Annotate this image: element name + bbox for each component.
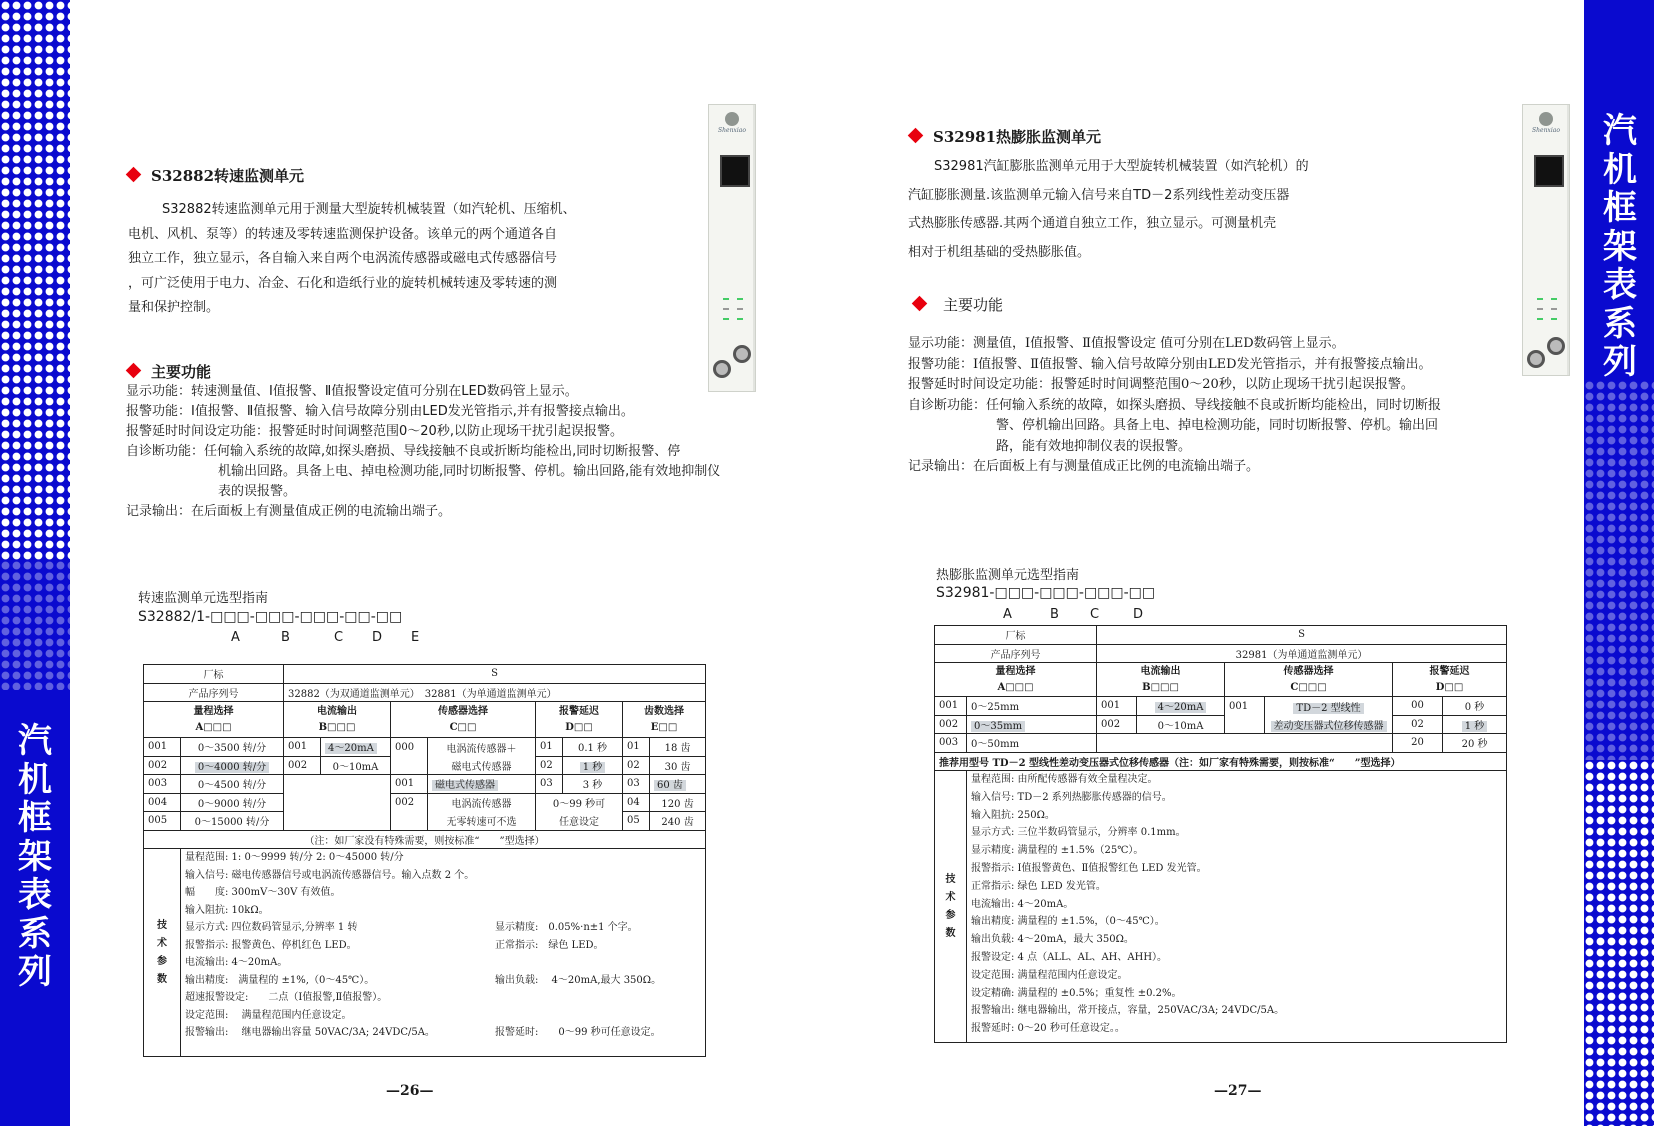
table-row xyxy=(144,793,706,812)
intro-line: 电机、风机、泵等）的转速及零转速监测保护设备。该单元的两个通道各自 xyxy=(128,226,558,242)
functions-heading xyxy=(914,294,1003,315)
table-cell: 000 xyxy=(391,738,428,757)
side-title-left xyxy=(15,722,55,992)
tech-label-char: 数 xyxy=(945,927,956,939)
header-cell xyxy=(391,702,536,738)
functions-heading-text: 主要功能 xyxy=(151,363,212,381)
tech-params xyxy=(181,849,706,1057)
table-cell: 001 xyxy=(1097,697,1137,716)
table-cell xyxy=(1443,715,1507,734)
intro-paragraph xyxy=(908,153,1428,267)
tech-label-cell xyxy=(935,771,967,1043)
param-text: 报警输出: 继电器输出容量 50VAC/3A; 24VDC/5A。 xyxy=(185,1027,435,1038)
status-led xyxy=(1537,318,1543,320)
param-text: 输入信号: 磁电传感器信号或电涡流传感器信号。输入点数 2 个。 xyxy=(185,869,475,881)
intro-line: 式热膨胀传感器.其两个通道自独立工作，独立显示。可测量机壳 xyxy=(908,216,1277,231)
table-cell: 磁电式传感器 xyxy=(428,756,536,775)
param-text: 量程范围: 1: 0～9999 转/分 2: 0～45000 转/分 xyxy=(185,852,404,863)
table-cell: 001 xyxy=(144,738,181,757)
param-text: 正常指示: 绿色 LED 发光管。 xyxy=(971,880,1106,892)
header-code: D□□ xyxy=(565,721,593,733)
status-led xyxy=(1537,298,1543,300)
intro-line: S32882转速监测单元用于测量大型旋转机械装置（如汽轮机、压缩机、 xyxy=(162,202,576,217)
status-led xyxy=(737,298,743,300)
bullet-diamond-icon xyxy=(126,167,142,183)
param-text: 报警指示: 报警黄色、停机红色 LED。 xyxy=(185,939,357,951)
table-cell: 0.1 秒 xyxy=(563,738,623,757)
side-title-char: 架 xyxy=(18,836,52,877)
brand-logo-icon xyxy=(725,112,739,126)
table-cell: 03 xyxy=(623,775,650,794)
status-led xyxy=(1551,308,1557,310)
table-cell xyxy=(428,775,536,794)
param-row xyxy=(185,937,701,955)
tech-label-char: 术 xyxy=(157,937,167,949)
connector-knob-icon xyxy=(733,345,751,363)
param-text: 报警延时: 0～99 秒可任意设定。 xyxy=(495,1027,661,1038)
recommend-note: 推荐用型号 TD－2 型线性差动变压器式位移传感器（注：如厂家有特殊需要，则按标准“ ”型选择） xyxy=(935,752,1507,771)
table-cell: 004 xyxy=(144,793,181,812)
side-title-char: 列 xyxy=(18,952,52,992)
connector-knob-icon xyxy=(713,360,731,378)
param-row xyxy=(185,884,701,902)
header-title: 报警延迟 xyxy=(1429,665,1470,677)
tech-label-char: 技 xyxy=(157,919,167,931)
functions-list xyxy=(908,334,1441,478)
table-note: （注：如厂家没有特殊需要，则按标准“ ”型选择） xyxy=(144,830,706,849)
param-text: 设定范围: 满量程范围内任意设定。 xyxy=(185,1009,352,1021)
module-brand: Shenxiao xyxy=(718,127,746,134)
side-title-right xyxy=(1600,112,1640,382)
table-row xyxy=(144,738,706,757)
brand-label: 厂标 xyxy=(935,626,1097,645)
param-text: 输出精度: 满量程的 ±1%,（0～45℃）。 xyxy=(185,974,375,986)
standard-highlight: 1 秒 xyxy=(1462,721,1488,732)
table-cell xyxy=(1097,734,1393,753)
header-cell xyxy=(536,702,623,738)
param-row xyxy=(185,954,701,972)
side-title-char: 列 xyxy=(1603,342,1637,382)
header-code: B□□□ xyxy=(318,721,356,733)
table-cell: 002 xyxy=(284,756,321,775)
table-cell xyxy=(1225,715,1265,734)
table-cell xyxy=(1265,715,1393,734)
table-cell xyxy=(650,775,706,794)
status-led xyxy=(737,318,743,320)
table-cell: 20 xyxy=(1393,734,1443,753)
guide-code: S32981-□□□-□□□-□□□-□□ xyxy=(936,585,1156,601)
param-row xyxy=(185,902,701,920)
function-line: 显示功能：转速测量值、Ⅰ值报警、Ⅱ值报警设定值可分别在LED数码管上显示。 xyxy=(126,384,578,399)
table-cell: 120 齿 xyxy=(650,793,706,812)
param-text: 输入阻抗: 10kΩ。 xyxy=(185,904,269,916)
param-text: 报警设定: 4 点（ALL、AL、AH、AHH）。 xyxy=(971,951,1168,963)
selection-table-27 xyxy=(934,625,1507,1043)
guide-letter: B xyxy=(281,630,290,645)
function-line: 报警功能：Ⅰ值报警、Ⅱ值报警、输入信号故障分别由LED发光管指示,并有报警接点输出。 xyxy=(126,404,634,419)
right-side-band xyxy=(1584,0,1654,1126)
header-cell xyxy=(623,702,706,738)
table-cell: 电涡流传感器 xyxy=(428,793,536,812)
side-title-char: 机 xyxy=(1603,149,1637,190)
bullet-diamond-icon xyxy=(908,128,924,144)
table-cell: 01 xyxy=(623,738,650,757)
table-cell xyxy=(1265,697,1393,716)
section-title xyxy=(128,165,304,186)
intro-line: 独立工作，独立显示，各自输入来自两个电涡流传感器或磁电式传感器信号 xyxy=(128,251,558,266)
table-cell: 18 齿 xyxy=(650,738,706,757)
function-line: 报警延时时间设定功能：报警延时时间调整范围0～20秒,以防止现场干扰引起误报警。 xyxy=(126,424,623,439)
status-led xyxy=(1551,298,1557,300)
standard-highlight: 4～20mA xyxy=(325,743,377,754)
standard-highlight: 0～35mm xyxy=(971,721,1025,732)
standard-highlight: 1 秒 xyxy=(580,762,606,773)
guide-title: 热膨胀监测单元选型指南 xyxy=(936,568,1080,583)
table-cell xyxy=(1137,697,1225,716)
param-text: 电流输出: 4～20mA。 xyxy=(185,957,288,968)
side-title-char: 机 xyxy=(18,759,52,800)
table-row xyxy=(144,775,706,794)
header-code: A□□□ xyxy=(997,681,1034,693)
header-title: 电流输出 xyxy=(317,705,357,717)
section-title xyxy=(910,126,1101,147)
connector-knob-icon xyxy=(1547,337,1565,355)
guide-letter: E xyxy=(411,630,420,645)
param-row xyxy=(185,849,701,867)
table-cell: 电涡流传感器＋ xyxy=(428,738,536,757)
dot-pattern xyxy=(0,0,70,560)
standard-highlight: 4～20mA xyxy=(1155,702,1207,713)
intro-paragraph xyxy=(128,198,628,321)
function-line: 路，能有效地抑制仪表的误报警。 xyxy=(996,438,1192,454)
guide-letter: D xyxy=(1133,607,1144,622)
connector-knob-icon xyxy=(1527,350,1545,368)
brand-label: 厂标 xyxy=(144,665,284,684)
param-text: 输出负载: 4～20mA,最大 350Ω。 xyxy=(495,974,662,986)
status-led xyxy=(723,298,729,300)
function-line: 报警功能：Ⅰ值报警、Ⅱ值报警、输入信号故障分别由LED发光管指示，并有报警接点输出。 xyxy=(908,356,1432,372)
status-led xyxy=(1537,308,1543,310)
monitor-module-image xyxy=(708,104,756,392)
table-cell xyxy=(181,756,284,775)
header-title: 报警延迟 xyxy=(559,705,599,717)
param-text: 输出负载: 4～20mA，最大 350Ω。 xyxy=(971,934,1134,946)
table-cell: 0～9000 转/分 xyxy=(181,793,284,812)
header-cell xyxy=(1097,663,1225,697)
side-title-char: 架 xyxy=(1603,226,1637,267)
param-text: 量程范围: 由所配传感器有效全量程决定。 xyxy=(971,774,1158,785)
header-code: C□□□ xyxy=(1290,681,1327,693)
series-value: 32882（为双通道监测单元） 32881（为单通道监测单元） xyxy=(284,683,706,702)
standard-highlight: TD－2 型线性 xyxy=(1293,703,1363,714)
table-cell: 0～4500 转/分 xyxy=(181,775,284,794)
standard-highlight: 0～4000 转/分 xyxy=(195,762,269,773)
table-cell: 001 xyxy=(391,775,428,794)
param-row xyxy=(185,867,701,885)
table-cell: 0～3500 转/分 xyxy=(181,738,284,757)
param-text: 报警延时: 0～20 秒可任意设定。。 xyxy=(971,1023,1125,1035)
function-line: 自诊断功能：任何输入系统的故障，如探头磨损、导线接触不良或折断均能检出，同时切断报 xyxy=(908,397,1442,413)
function-line: 机输出回路。具备上电、掉电检测功能,同时切断报警、停机。输出回路,能有效地抑制仪 xyxy=(218,464,721,479)
header-title: 齿数选择 xyxy=(644,705,685,717)
function-line: 自诊断功能：任何输入系统的故障,如探头磨损、导线接触不良或折断均能检出,同时切断报警、停 xyxy=(126,444,681,459)
intro-line: 汽缸膨胀测量.该监测单元输入信号来自TD－2系列线性差动变压器 xyxy=(908,187,1290,203)
dot-pattern-fade xyxy=(1584,380,1654,760)
guide-letter: B xyxy=(1050,607,1059,622)
table-cell: 003 xyxy=(935,734,967,753)
param-text: 设定范围: 满量程范围内任意设定。 xyxy=(971,969,1128,981)
tech-label-char: 数 xyxy=(157,973,167,985)
function-line: 记录输出：在后面板上有与测量值成正比例的电流输出端子。 xyxy=(908,459,1260,474)
param-text: 输入阻抗: 250Ω。 xyxy=(971,809,1055,821)
table-cell: 0～25mm xyxy=(967,697,1097,716)
table-cell: 003 xyxy=(144,775,181,794)
header-title: 传感器选择 xyxy=(438,705,488,717)
bullet-diamond-icon xyxy=(912,296,928,312)
tech-label-char: 术 xyxy=(945,891,956,903)
status-led xyxy=(1551,318,1557,320)
guide-code: S32882/1-□□□-□□□-□□□-□□-□□ xyxy=(138,609,403,625)
guide-letter: C xyxy=(334,630,344,645)
table-cell xyxy=(391,756,428,775)
brand-value: S xyxy=(284,665,706,684)
table-cell: 0～99 秒可 xyxy=(536,793,623,812)
table-cell: 0 秒 xyxy=(1443,697,1507,716)
guide-letter: C xyxy=(1090,607,1100,622)
header-cell xyxy=(1225,663,1393,697)
standard-highlight: 差动变压器式位移传感器 xyxy=(1271,721,1387,732)
left-side-band xyxy=(0,0,70,1126)
side-title-char: 表 xyxy=(18,875,52,915)
header-code: E□□ xyxy=(650,721,678,733)
tech-params xyxy=(967,771,1507,1043)
dot-pattern-fade xyxy=(0,560,70,690)
series-value: 32981（为单通道监测单元） xyxy=(1097,644,1507,663)
status-led xyxy=(737,308,743,310)
tech-label-char: 参 xyxy=(157,955,167,967)
function-line: 记录输出：在后面板上有测量值成正例的电流输出端子。 xyxy=(126,504,452,519)
series-label: 产品序列号 xyxy=(935,644,1097,663)
table-row xyxy=(935,697,1507,716)
side-title-char: 框 xyxy=(18,798,52,838)
table-cell xyxy=(967,715,1097,734)
header-code: A□□□ xyxy=(195,721,232,733)
header-code: C□□ xyxy=(449,721,477,733)
table-cell xyxy=(321,738,391,757)
table-cell: 001 xyxy=(284,738,321,757)
param-text: 报警指示: Ⅰ值报警黄色、Ⅱ值报警红色 LED 发光管。 xyxy=(971,862,1207,874)
guide-letter: A xyxy=(231,630,240,645)
table-cell: 02 xyxy=(623,756,650,775)
table-cell: 无零转速可不选 xyxy=(428,812,536,831)
side-title-char: 汽 xyxy=(18,721,52,761)
param-text: 显示方式: 三位半数码管显示，分辨率 0.1mm。 xyxy=(971,827,1186,839)
side-title-char: 表 xyxy=(1603,265,1637,305)
section-title-text: S32882转速监测单元 xyxy=(151,167,305,185)
intro-line: 相对于机组基础的受热膨胀值。 xyxy=(908,244,1091,260)
table-cell: 0～10mA xyxy=(321,756,391,775)
header-code: D□□ xyxy=(1435,681,1464,693)
intro-line: ，可广泛使用于电力、冶金、石化和造纸行业的旋转机械转速及零转速的测 xyxy=(128,275,558,291)
table-cell: 30 齿 xyxy=(650,756,706,775)
table-cell: 05 xyxy=(623,812,650,831)
table-cell: 0～10mA xyxy=(1137,715,1225,734)
param-row xyxy=(185,1007,701,1025)
param-text: 显示精度: 0.05%·n±1 个字。 xyxy=(495,922,638,933)
table-cell xyxy=(563,756,623,775)
brand-value: S xyxy=(1097,626,1507,645)
page-number: —26— xyxy=(386,1083,434,1099)
param-text: 幅 度: 300mV～30V 有效值。 xyxy=(185,887,341,898)
page-number: —27— xyxy=(1214,1083,1262,1099)
table-cell: 240 齿 xyxy=(650,812,706,831)
table-cell: 02 xyxy=(536,756,563,775)
table-cell: 002 xyxy=(935,715,967,734)
guide-title: 转速监测单元选型指南 xyxy=(138,591,269,606)
table-cell: 002 xyxy=(391,793,428,812)
module-brand: Shenxiao xyxy=(1532,127,1560,134)
table-cell: 002 xyxy=(1097,715,1137,734)
bullet-diamond-icon xyxy=(126,363,142,379)
selection-table-26 xyxy=(143,664,706,1057)
table-cell: 04 xyxy=(623,793,650,812)
table-cell xyxy=(284,775,391,831)
table-cell: 02 xyxy=(1393,715,1443,734)
section-title-text: S32981热膨胀监测单元 xyxy=(933,128,1102,146)
param-row xyxy=(185,972,701,990)
standard-highlight: 60 齿 xyxy=(654,780,686,791)
monitor-module-image xyxy=(1522,104,1570,376)
header-title: 量程选择 xyxy=(995,665,1036,677)
table-cell: 01 xyxy=(536,738,563,757)
param-text: 电流输出: 4～20mA。 xyxy=(971,898,1074,910)
guide-letter: A xyxy=(1003,607,1012,622)
param-text: 正常指示: 绿色 LED。 xyxy=(495,939,604,951)
param-row xyxy=(185,989,701,1007)
param-text: 显示方式: 四位数码管显示,分辨率 1 转 xyxy=(185,922,358,933)
functions-list xyxy=(126,382,720,522)
intro-line: S32981汽缸膨胀监测单元用于大型旋转机械装置（如汽轮机）的 xyxy=(934,159,1309,174)
tech-label-cell xyxy=(144,849,181,1057)
header-cell xyxy=(284,702,391,738)
dot-pattern xyxy=(1584,760,1654,1126)
side-title-char: 汽 xyxy=(1603,111,1637,151)
header-title: 传感器选择 xyxy=(1283,665,1334,677)
param-text: 输入信号: TD－2 系列热膨胀传感器的信号。 xyxy=(971,791,1172,803)
led-display xyxy=(1534,155,1564,187)
side-title-char: 系 xyxy=(1603,303,1637,344)
table-cell: 3 秒 xyxy=(563,775,623,794)
table-cell: 005 xyxy=(144,812,181,831)
table-row xyxy=(144,812,706,831)
function-line: 显示功能：测量值，Ⅰ值报警、Ⅱ值报警设定 值可分别在LED数码管上显示。 xyxy=(908,336,1345,351)
header-cell xyxy=(1393,663,1507,697)
status-led xyxy=(723,318,729,320)
param-text: 超速报警设定: 二点（Ⅰ值报警,Ⅱ值报警）。 xyxy=(185,992,388,1003)
param-text: 输出精度: 满量程的 ±1.5%，（0～45℃）。 xyxy=(971,916,1165,928)
header-cell xyxy=(144,702,284,738)
param-text: 显示精度: 满量程的 ±1.5%（25℃）。 xyxy=(971,845,1144,857)
table-cell: 任意设定 xyxy=(536,812,623,831)
header-cell xyxy=(935,663,1097,697)
param-row xyxy=(185,1024,701,1042)
function-line: 表的误报警。 xyxy=(218,484,297,499)
table-cell: 03 xyxy=(536,775,563,794)
param-text: 设定精确: 满量程的 ±0.5%；重复性 ±0.2%。 xyxy=(971,987,1182,999)
table-cell: 001 xyxy=(935,697,967,716)
brand-logo-icon xyxy=(1539,112,1553,126)
guide-letter: D xyxy=(372,630,383,645)
table-row xyxy=(935,734,1507,753)
table-cell: 20 秒 xyxy=(1443,734,1507,753)
table-row xyxy=(144,756,706,775)
param-row xyxy=(185,919,701,937)
table-cell: 002 xyxy=(144,756,181,775)
header-title: 电流输出 xyxy=(1140,665,1181,677)
header-code: B□□□ xyxy=(1142,681,1179,693)
tech-label-char: 参 xyxy=(945,909,956,921)
functions-heading-text: 主要功能 xyxy=(943,296,1004,314)
standard-highlight: 磁电式传感器 xyxy=(432,780,498,791)
tech-label-char: 技 xyxy=(945,873,956,885)
header-title: 量程选择 xyxy=(193,705,234,717)
intro-line: 量和保护控制。 xyxy=(128,300,220,315)
table-cell: 0～15000 转/分 xyxy=(181,812,284,831)
table-cell: 001 xyxy=(1225,697,1265,716)
table-row xyxy=(935,715,1507,734)
functions-heading xyxy=(128,361,211,382)
table-cell: 0～50mm xyxy=(967,734,1097,753)
side-title-char: 系 xyxy=(18,913,52,954)
status-led xyxy=(723,308,729,310)
function-line: 报警延时时间设定功能：报警延时时间调整范围0～20秒，以防止现场干扰引起误报警。 xyxy=(908,377,1414,392)
series-label: 产品序列号 xyxy=(144,683,284,702)
function-line: 警、停机输出回路。具备上电、掉电检测功能，同时切断报警、停机。输出回 xyxy=(996,418,1439,433)
table-cell xyxy=(391,812,428,831)
param-text: 报警输出: 继电器输出，常开接点，容量，250VAC/3A; 24VDC/5A。 xyxy=(971,1005,1285,1017)
table-cell: 00 xyxy=(1393,697,1443,716)
side-title-char: 框 xyxy=(1603,188,1637,228)
led-display xyxy=(720,155,750,187)
